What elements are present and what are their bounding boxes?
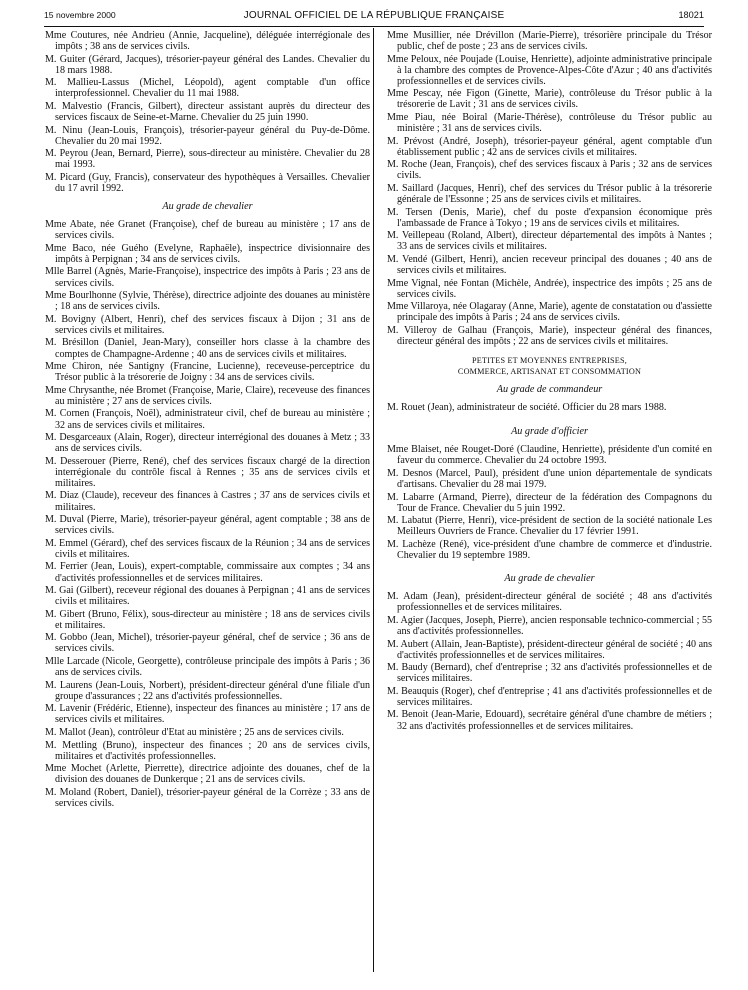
right-column (387, 30, 712, 733)
nomination-entry: M. Cornen (François, Noël), administrateur civil, chef de bureau au ministère ; 32 ans de services civils et militaires. (45, 408, 370, 431)
nomination-entry: Mlle Barrel (Agnès, Marie-Françoise), inspectrice des impôts à Paris ; 23 ans de services civils. (45, 266, 370, 289)
nomination-entry: M. Mallot (Jean), contrôleur d'Etat au ministère ; 25 ans de services civils. (45, 727, 344, 739)
nomination-entry: M. Emmel (Gérard), chef des services fiscaux de la Réunion ; 34 ans de services civils et militaires. (45, 537, 370, 560)
nomination-entry: M. Moland (Robert, Daniel), trésorier-payeur général de la Corrèze ; 33 ans de services civils. (45, 786, 370, 809)
nomination-entry: Mme Musillier, née Drévillon (Marie-Pierre), trésorière principale du Trésor public, chef de poste ; 23 ans de services civils. (387, 30, 712, 53)
nomination-entry: M. Duval (Pierre, Marie), trésorier-payeur général, agent comptable ; 38 ans de services civils. (45, 514, 370, 537)
nomination-entry: M. Lavenir (Frédéric, Etienne), inspecteur des finances au ministère ; 17 ans de services civils et militaires. (45, 703, 370, 726)
nomination-entry: M. Guiter (Gérard, Jacques), trésorier-payeur général des Landes. Chevalier du 18 mars 1988. (45, 53, 370, 76)
left-column (45, 30, 370, 811)
nomination-entry: M. Aubert (Allain, Jean-Baptiste), président-directeur général de société ; 40 ans d'activités professionnelles et de services militaires. (387, 638, 712, 661)
nomination-entry: Mme Baco, née Guého (Evelyne, Raphaële), inspectrice divisionnaire des impôts à Perpignan ; 34 ans de services civils. (45, 242, 370, 265)
nomination-entry: M. Gibert (Bruno, Félix), sous-directeur au ministère ; 18 ans de services civils et militaires. (45, 608, 370, 631)
nomination-entry: Mme Piau, née Boiral (Marie-Thérèse), contrôleuse du Trésor public au ministère ; 31 ans de services civils. (387, 112, 712, 135)
nomination-entry: M. Prévost (André, Joseph), trésorier-payeur général, agent comptable d'un établissement public ; 42 ans de services civils et militaires. (387, 135, 712, 158)
nomination-entry: M. Gobbo (Jean, Michel), trésorier-payeur général, chef de service ; 36 ans de services civils. (45, 632, 370, 655)
nomination-entry: M. Desgarceaux (Alain, Roger), directeur interrégional des douanes à Metz ; 33 ans de services civils. (45, 432, 370, 455)
nomination-entry: Mme Vignal, née Fontan (Michèle, Andrée), inspectrice des impôts ; 25 ans de services civils. (387, 277, 712, 300)
nomination-entry: M. Benoit (Jean-Marie, Edouard), secrétaire général d'une chambre de métiers ; 32 ans d'activités professionnelles et de services militaires. (387, 709, 712, 732)
nomination-entry: Mme Villaroya, née Olagaray (Anne, Marie), agente de constatation ou d'assiette principale des impôts à Paris ; 24 ans de services civils. (387, 301, 712, 324)
page-header (44, 10, 704, 24)
nomination-entry: M. Vendé (Gilbert, Henri), ancien receveur principal des douanes ; 40 ans de services civils et militaires. (387, 253, 712, 277)
nomination-entry: M. Rouet (Jean), administrateur de société. Officier du 28 mars 1988. (387, 402, 667, 414)
nomination-entry: M. Bovigny (Albert, Henri), chef des services fiscaux à Dijon ; 31 ans de services civils et militaires. (45, 313, 370, 336)
nomination-entry: M. Brésillon (Daniel, Jean-Mary), conseiller hors classe à la chambre des comptes de Champagne-Ardenne ; 40 ans de services civils et militaires. (45, 337, 370, 360)
nomination-entry: Mme Mochet (Arlette, Pierrette), directrice adjointe des douanes, chef de la division des douanes de Dunkerque ; 21 ans de services civils. (45, 763, 370, 786)
nomination-entry: M. Saillard (Jacques, Henri), chef des services du Trésor public à la trésorerie générale de l'Essonne ; 25 ans de services civils et militaires. (387, 183, 712, 206)
nomination-entry: M. Mettling (Bruno), inspecteur des finances ; 20 ans de services civils, militaires et d'activités professionnelles. (45, 739, 370, 762)
nomination-entry: M. Ferrier (Jean, Louis), expert-comptable, commissaire aux comptes ; 34 ans d'activités professionnelles et de services militaires. (45, 561, 370, 584)
entry-list (45, 219, 370, 809)
nomination-entry: M. Lachèze (René), vice-président d'une chambre de commerce et d'industrie. Chevalier du 19 septembre 1989. (387, 538, 712, 562)
nomination-entry: Mlle Larcade (Nicole, Georgette), contrôleuse principale des impôts à Paris ; 36 ans de services civils. (45, 656, 370, 679)
nomination-entry: M. Diaz (Claude), receveur des finances à Castres ; 37 ans de services civils et militaires. (45, 490, 370, 513)
section-heading-line: PETITES ET MOYENNES ENTREPRISES, (472, 356, 627, 366)
entry-list (387, 444, 712, 561)
nomination-entry: M. Adam (Jean), président-directeur général de société ; 48 ans d'activités professionnelles et de services militaires. (387, 591, 712, 614)
section-heading-line: COMMERCE, ARTISANAT ET CONSOMMATION (457, 367, 642, 377)
header-rule (44, 26, 704, 27)
column-divider (373, 28, 374, 972)
nomination-entry: M. Malvestio (Francis, Gilbert), directeur assistant auprès du directeur des services fiscaux de Seine-et-Marne. Chevalier du 25 juin 1990. (45, 100, 370, 124)
page-number: 18021 (678, 10, 704, 20)
nomination-entry: M. Baudy (Bernard), chef d'entreprise ; 32 ans d'activités professionnelles et de services militaires. (387, 662, 712, 685)
grade-heading-officier: Au grade d'officier (511, 426, 588, 438)
nomination-entry: M. Tersen (Denis, Marie), chef du poste d'expansion économique près l'ambassade de France à Tokyo ; 19 ans de services civils et militaires. (387, 206, 712, 229)
nomination-entry: Mme Peloux, née Poujade (Louise, Henriette), adjointe administrative principale à la chambre des comptes de Provence-Alpes-Côte d'Azur ; 40 ans d'activités professionnelles et de services civils. (387, 53, 712, 87)
grade-heading-commandeur: Au grade de commandeur (496, 384, 603, 396)
nomination-entry: M. Ninu (Jean-Louis, François), trésorier-payeur général du Puy-de-Dôme. Chevalier du 20 mai 1992. (45, 124, 370, 147)
nomination-entry: Mme Chiron, née Santigny (Francine, Lucienne), receveuse-perceptrice du Trésor public à la trésorerie de Joigny : 34 ans de services civils. (45, 361, 370, 384)
nomination-entry: M. Laurens (Jean-Louis, Norbert), président-directeur général d'une filiale d'un groupe d'assurances ; 22 ans d'activités professionnelles. (45, 679, 370, 702)
nomination-entry: M. Villeroy de Galhau (François, Marie), inspecteur général des finances, directeur général des impôts ; 22 ans de services civils et militaires. (387, 324, 712, 348)
nomination-entry: Mme Bourlhonne (Sylvie, Thérèse), directrice adjointe des douanes au ministère ; 18 ans de services civils. (45, 290, 370, 313)
nomination-entry: M. Labatut (Pierre, Henri), vice-président de section de la société nationale Les Meilleurs Ouvriers de France. Chevalier du 17 février 1991. (387, 515, 712, 538)
journal-title: JOURNAL OFFICIEL DE LA RÉPUBLIQUE FRANÇAISE (243, 10, 505, 21)
nomination-entry: M. Desserouer (Pierre, René), chef des services fiscaux chargé de la direction interrégionale du contrôle fiscal à Rennes ; 35 ans de services civils et militaires. (45, 455, 370, 489)
nomination-entry: M. Mallieu-Lassus (Michel, Léopold), agent comptable d'un office interprofessionnel. Chevalier du 11 mai 1988. (45, 77, 370, 100)
nomination-entry: Mme Blaiset, née Rouget-Doré (Claudine, Henriette), présidente d'un comité en faveur du commerce. Chevalier du 24 octobre 1993. (387, 444, 712, 467)
nomination-entry: M. Agier (Jacques, Joseph, Pierre), ancien responsable technico-commercial ; 55 ans d'activités professionnelles. (387, 614, 712, 637)
grade-heading-chevalier: Au grade de chevalier (504, 573, 595, 585)
issue-date: 15 novembre 2000 (44, 10, 116, 20)
grade-heading-chevalier: Au grade de chevalier (162, 201, 253, 213)
nomination-entry: M. Veillepeau (Roland, Albert), directeur départemental des impôts à Nantes ; 33 ans de services civils et militaires. (387, 230, 712, 253)
section-heading (387, 355, 712, 377)
entry-list (45, 30, 370, 194)
nomination-entry: M. Picard (Guy, Francis), conservateur des hypothèques à Versailles. Chevalier du 17 avril 1992. (45, 171, 370, 195)
nomination-entry: Mme Pescay, née Figon (Ginette, Marie), contrôleuse du Trésor public à la trésorerie de Lavit ; 31 ans de services civils. (387, 88, 712, 111)
entry-list (387, 591, 712, 731)
nomination-entry: M. Roche (Jean, François), chef des services fiscaux à Paris ; 32 ans de services civils. (387, 159, 712, 182)
nomination-entry: M. Labarre (Armand, Pierre), directeur de la fédération des Compagnons du Tour de France. Chevalier du 5 juin 1992. (387, 491, 712, 514)
nomination-entry: M. Beauquis (Roger), chef d'entreprise ; 41 ans d'activités professionnelles et de services militaires. (387, 685, 712, 708)
entry-list (387, 402, 712, 413)
nomination-entry: M. Desnos (Marcel, Paul), président d'une union départementale de syndicats d'artisans. Chevalier du 28 mai 1979. (387, 468, 712, 491)
nomination-entry: Mme Chrysanthe, née Bromet (Françoise, Marie, Claire), receveuse des finances au ministère ; 27 ans de services civils. (45, 384, 370, 407)
nomination-entry: M. Peyrou (Jean, Bernard, Pierre), sous-directeur au ministère. Chevalier du 28 mai 1993. (45, 148, 370, 171)
nomination-entry: Mme Abate, née Granet (Françoise), chef de bureau au ministère ; 17 ans de services civils. (45, 219, 370, 242)
nomination-entry: Mme Coutures, née Andrieu (Annie, Jacqueline), déléguée interrégionale des impôts ; 38 ans de services civils. (45, 30, 370, 53)
nomination-entry: M. Gai (Gilbert), receveur régional des douanes à Perpignan ; 41 ans de services civils et militaires. (45, 585, 370, 608)
entry-list (387, 30, 712, 347)
